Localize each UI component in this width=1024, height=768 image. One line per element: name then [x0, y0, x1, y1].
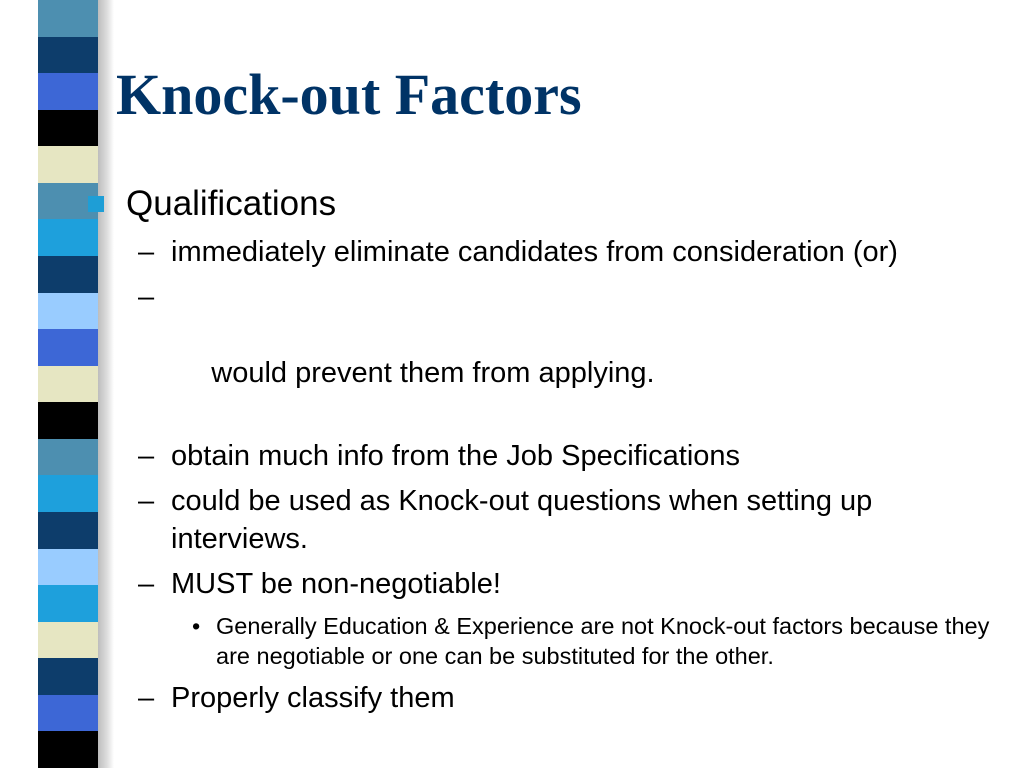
- sub-bullet: [86, 679, 996, 717]
- sub-bullet: [86, 233, 996, 271]
- dash-marker: –: [138, 281, 155, 313]
- sub-sub-bullet-text: Generally Education & Experience are not Knock-out factors because they are negotiable or one can be substituted for the other.: [216, 613, 990, 669]
- sub-bullet-text: obtain much info from the Job Specifications: [171, 440, 741, 472]
- bullet-text: Qualifications: [126, 184, 337, 223]
- dash-marker: –: [138, 485, 155, 517]
- stripe-band: [38, 731, 98, 768]
- stripe-band: [38, 73, 98, 110]
- bullet-qualifications: [86, 182, 996, 226]
- stripe-band: [38, 146, 98, 183]
- square-bullet-icon: [88, 196, 104, 212]
- slide-content: [86, 182, 996, 717]
- sub-bullet: [86, 437, 996, 475]
- slide-title: Knock-out Factors: [116, 62, 582, 127]
- sub-bullet: [86, 565, 996, 603]
- sub-bullet-text: Properly classify them: [171, 682, 455, 714]
- dash-marker: –: [138, 682, 155, 714]
- dot-marker: •: [192, 613, 201, 639]
- sub-bullet-text: MUST be non-negotiable!: [171, 568, 501, 600]
- sub-bullet-text: could be used as Knock-out questions when setting up interviews.: [171, 485, 873, 555]
- stripe-band: [38, 0, 98, 37]
- sub-bullet: [86, 278, 996, 430]
- dash-marker: –: [138, 568, 155, 600]
- stripe-band: [38, 37, 98, 74]
- stripe-band: [38, 110, 98, 147]
- sub-bullet-text: would prevent them from applying.: [203, 357, 655, 389]
- sub-bullet: [86, 482, 996, 558]
- sub-sub-bullet: [86, 611, 996, 671]
- sub-bullet-text: immediately eliminate candidates from consideration (or): [171, 236, 898, 268]
- dash-marker: –: [138, 440, 155, 472]
- dash-marker: –: [138, 236, 155, 268]
